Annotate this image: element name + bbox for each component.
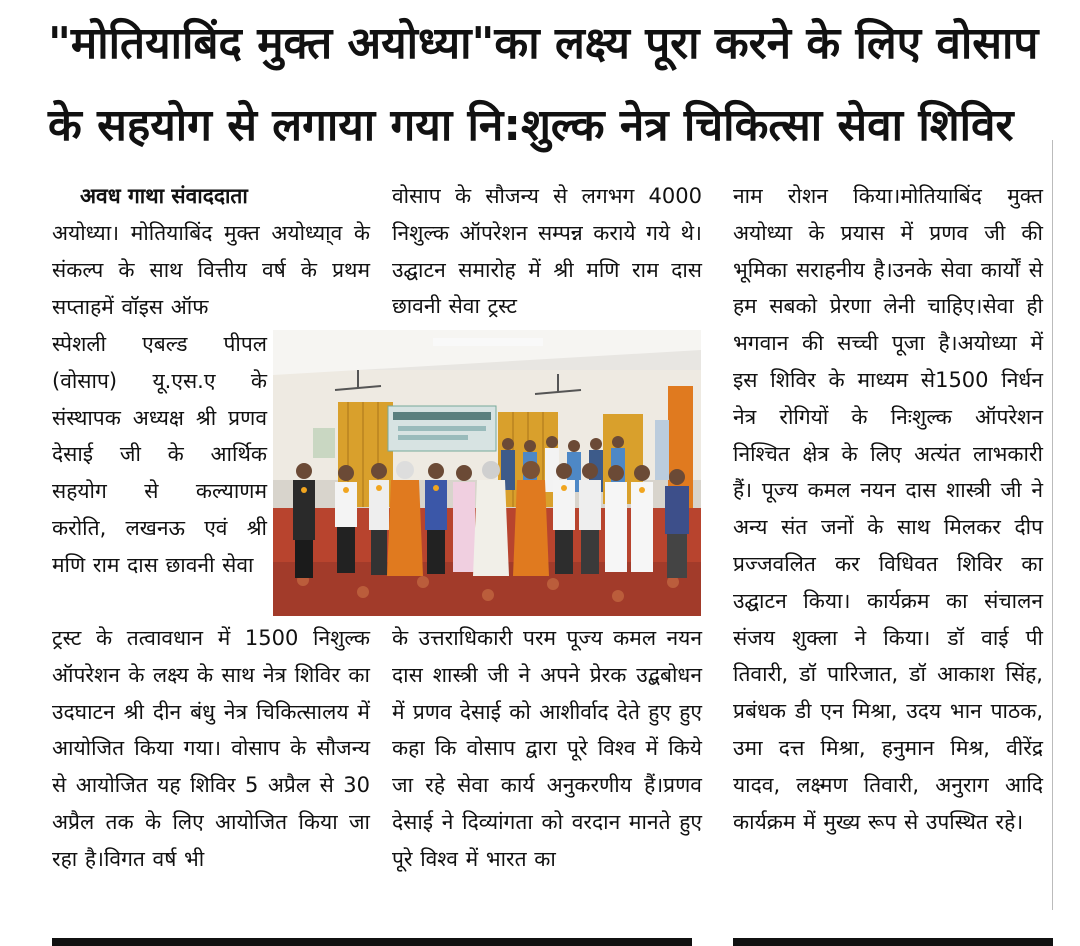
column-2-bottom <box>392 620 702 878</box>
column-3-text: नाम रोशन किया।मोतियाबिंद मुक्त अयोध्या के प्रयास में प्रणव जी की भूमिका सराहनीय है।उनके सेवा कार्यों से हम सबको प्रेरणा लेनी चाहिए।सेवा ही भगवान की सच्ची पूजा है।अयोध्या में इस शिविर के माध्यम से1500 निर्धन नेत्र रोगियों के निःशुल्क ऑपरेशन निश्चित क्षेत्र के लिए अत्यंत लाभकारी हैं। पूज्य कमल नयन दास शास्त्री जी ने अन्य संत जनों के साथ मिलकर दीप प्रज्जवलित कर विधिवत शिविर का उद्घाटन किया। कार्यक्रम का संचालन संजय शुक्ला ने किया। डॉ वाई पी तिवारी, डॉ पारिजात, डॉ आकाश सिंह, प्रबंधक डी एन मिश्रा, उदय भान पाठक, उमा दत्त मिश्रा, हनुमान मिश्र, वीरेंद्र यादव, लक्ष्मण तिवारी, अनुराग आदि कार्यक्रम में मुख्य रूप से उपस्थित रहे। <box>733 184 1043 834</box>
column-1-beside-photo <box>52 326 267 584</box>
headline-line-1: "मोतियाबिंद मुक्त अयोध्या"का लक्ष्य पूरा करने के लिए वोसाप <box>48 18 1039 69</box>
group-photo-illustration <box>273 330 701 616</box>
group-photo-image <box>273 330 701 616</box>
column-1-bottom <box>52 620 370 878</box>
column-1-top <box>52 215 370 325</box>
next-article-headline-fragment-right <box>733 926 1053 946</box>
column-1-beside-photo-text: स्पेशली एबल्ड पीपल (वोसाप) यू.एस.ए के संस्थापक अध्यक्ष श्री प्रणव देसाई जी के आर्थिक सहयोग से कल्याणम करोति, लखनऊ एवं श्री मणि राम दास छावनी सेवा <box>52 332 267 577</box>
column-3 <box>733 178 1043 840</box>
byline: अवध गाथा संवाददाता <box>80 184 248 208</box>
headline-line-2: के सहयोग से लगाया गया नि:शुल्क नेत्र चिकित्सा सेवा शिविर <box>48 100 1014 151</box>
column-1-top-text: अयोध्या। मोतियाबिंद मुक्त अयोध्या्व के संकल्प के साथ वित्तीय वर्ष के प्रथम सप्ताहमें वॉइस ऑफ <box>52 221 370 319</box>
column-2-top <box>392 178 702 325</box>
column-divider <box>1052 140 1053 910</box>
next-article-headline-fragment <box>52 926 692 946</box>
column-2-top-text: वोसाप के सौजन्य से लगभग 4000 निशुल्क ऑपरेशन सम्पन्न कराये गये थे। उद्घाटन समारोह में श्री मणि राम दास छावनी सेवा ट्रस्ट <box>392 184 702 319</box>
column-1-bottom-text: ट्रस्ट के तत्वावधान में 1500 निशुल्क ऑपरेशन के लक्ष्य के साथ नेत्र शिविर का उदघाटन श्री दीन बंधु नेत्र चिकित्सालय में आयोजित किया गया। वोसाप के सौजन्य से आयोजित यह शिविर 5 अप्रैल से 30 अप्रैल तक के लिए आयोजित किया जा रहा है।विगत वर्ष भी <box>52 626 370 871</box>
column-2-bottom-text: के उत्तराधिकारी परम पूज्य कमल नयन दास शास्त्री जी ने अपने प्रेरक उद्बबोधन में प्रणव देसाई को आशीर्वाद देते हुए हुए कहा कि वोसाप द्वारा पूरे विश्व में किये जा रहे सेवा कार्य अनुकरणीय हैं।प्रणव देसाई ने दिव्यांगता को वरदान मानते हुए पूरे विश्व में भारत का <box>392 626 702 871</box>
